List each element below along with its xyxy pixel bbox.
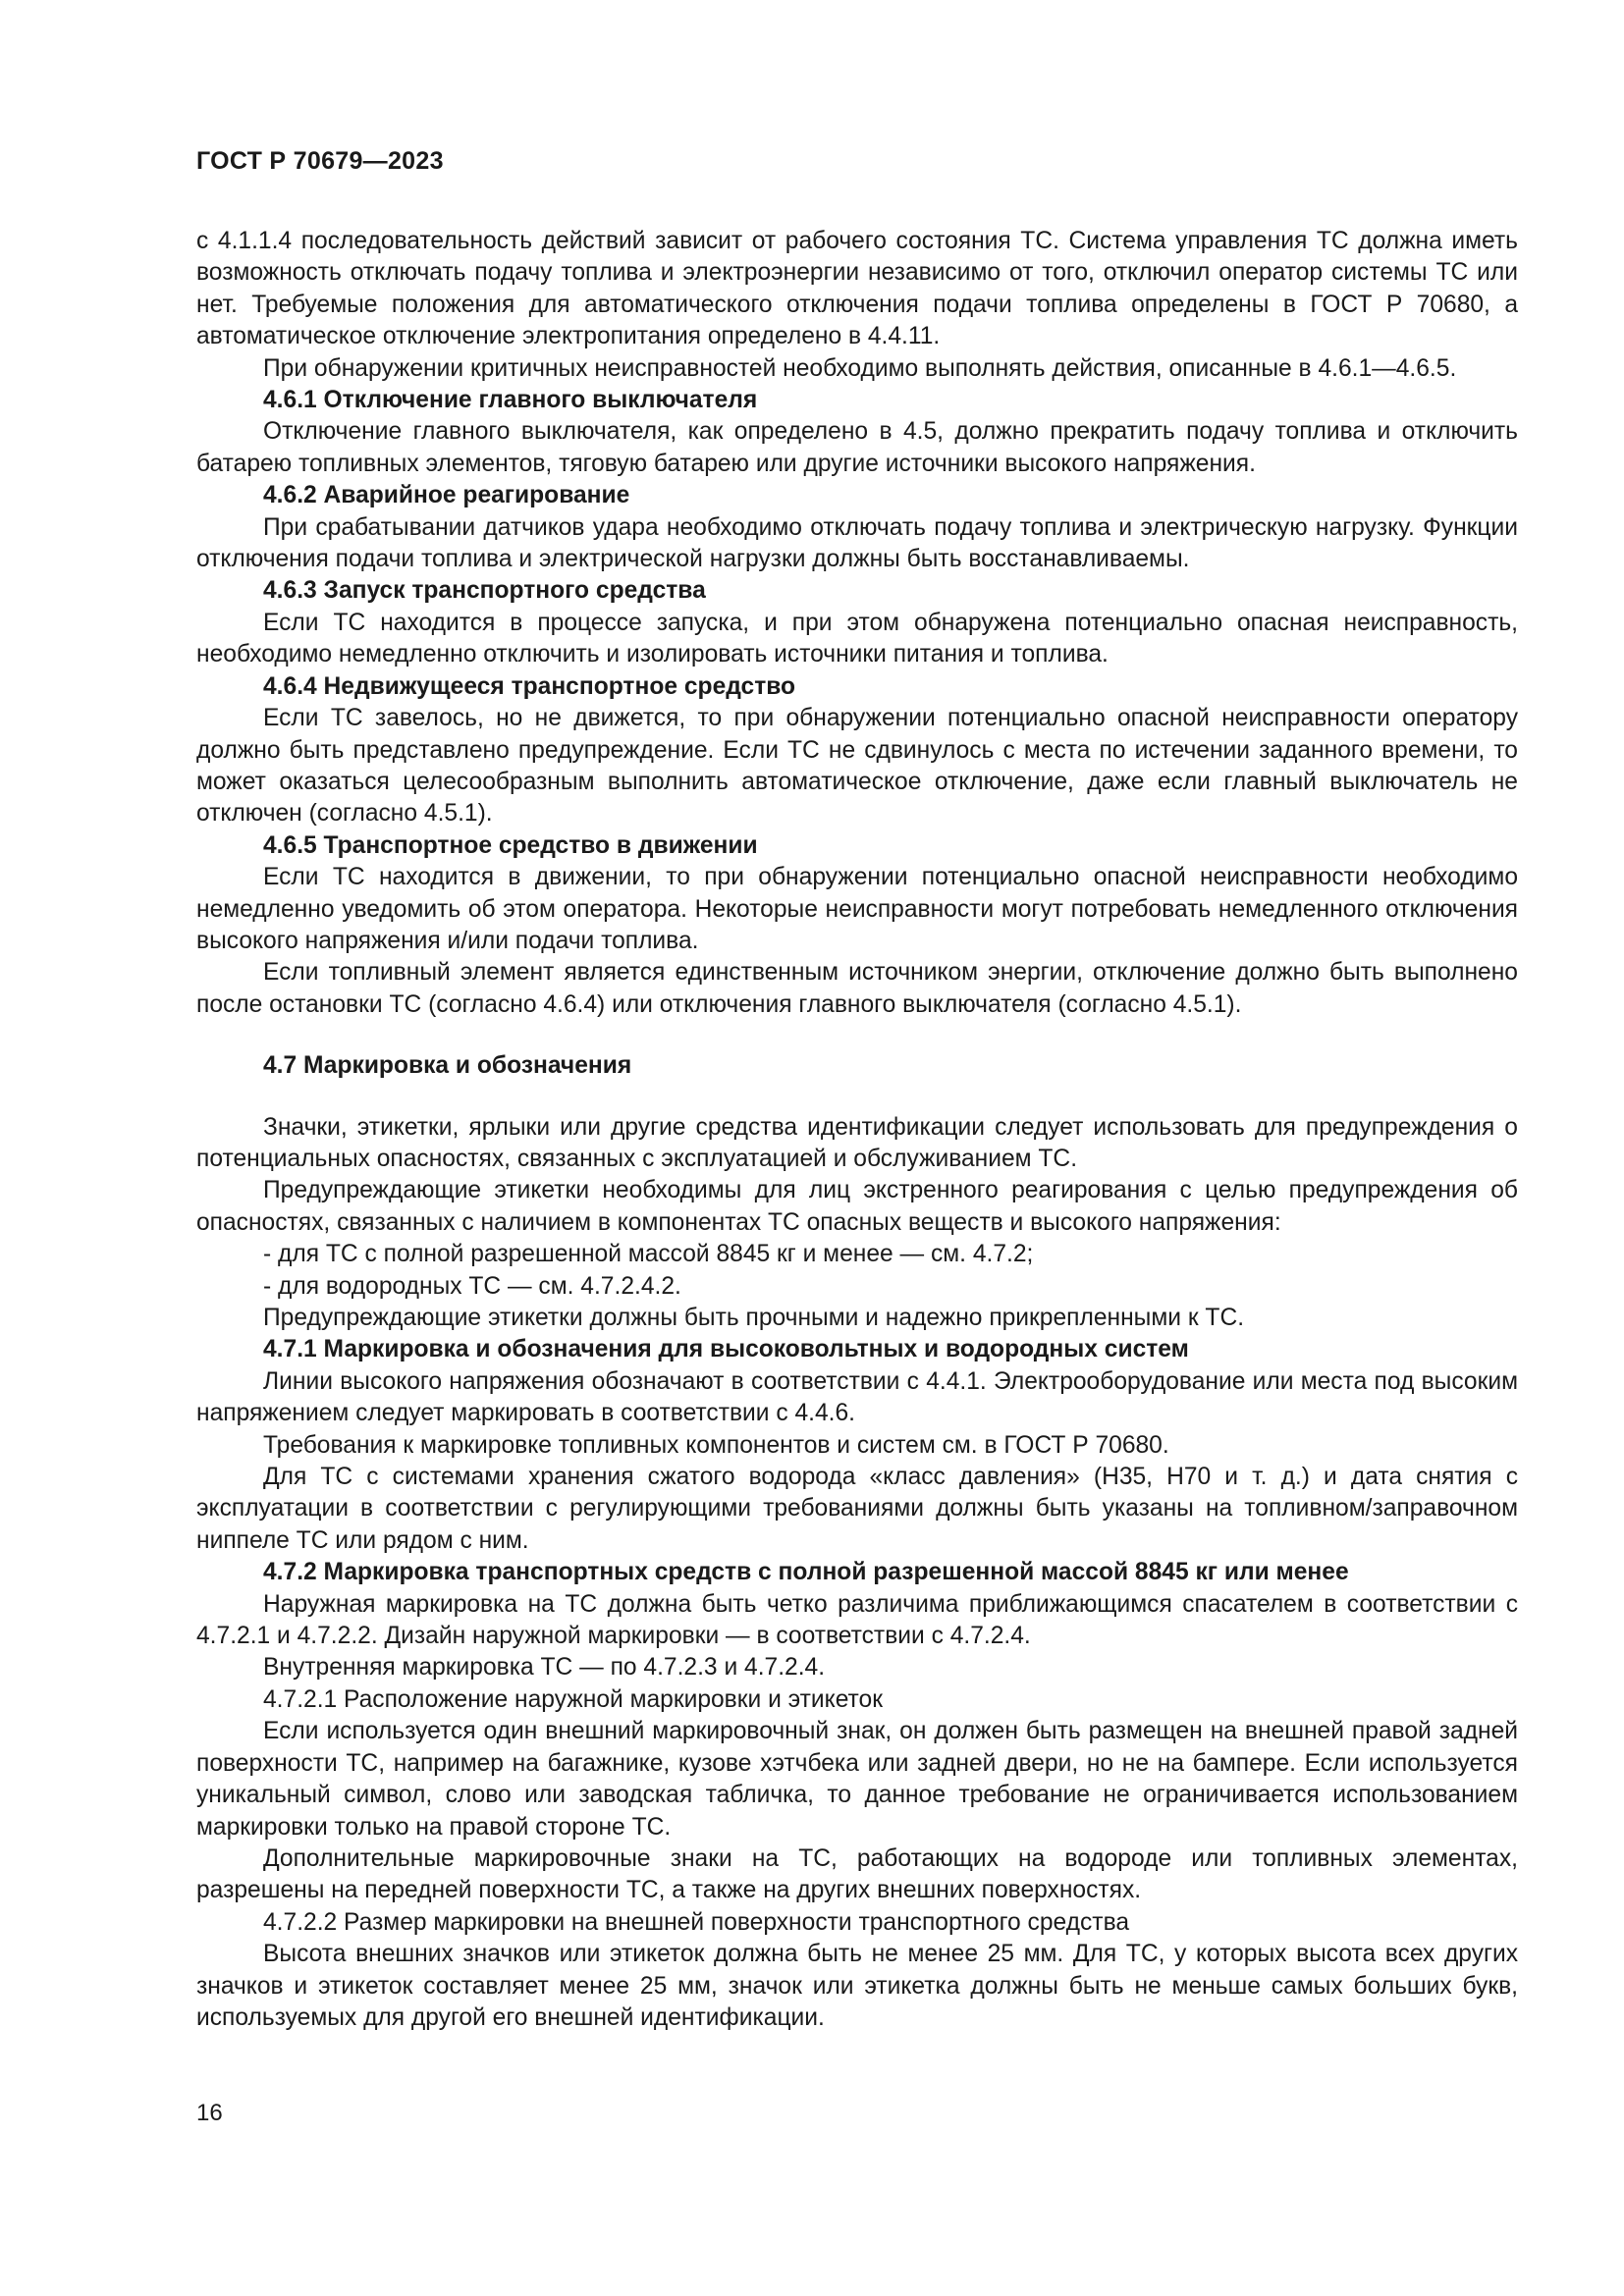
paragraph: Если топливный элемент является единственным источником энергии, отключение должно быть выполнено после остановки ТС (согласно 4.6.4) или отключения главного выключателя (согласно 4.5.1). bbox=[196, 959, 1518, 1018]
section-heading-4-6-4: 4.6.4 Недвижущееся транспортное средство bbox=[263, 672, 796, 700]
paragraph: При срабатывании датчиков удара необходимо отключать подачу топлива и электрическую нагрузку. Функции отключения подачи топлива и электрической нагрузки должны быть восстанавливаемы. bbox=[196, 513, 1518, 573]
document-body bbox=[196, 226, 1518, 2034]
section-heading-4-6-1: 4.6.1 Отключение главного выключателя bbox=[263, 387, 758, 414]
paragraph: Линии высокого напряжения обозначают в соответствии с 4.4.1. Электрооборудование или места под высоким напряжением следует маркировать в соответствии с 4.4.6. bbox=[196, 1367, 1518, 1427]
paragraph: Требования к маркировке топливных компонентов и систем см. в ГОСТ Р 70680. bbox=[263, 1431, 1169, 1459]
section-heading-4-6-2: 4.6.2 Аварийное реагирование bbox=[263, 482, 630, 509]
document-header: ГОСТ Р 70679—2023 bbox=[196, 147, 444, 175]
subsection-heading-4-7-2-2: 4.7.2.2 Размер маркировки на внешней поверхности транспортного средства bbox=[263, 1908, 1130, 1936]
paragraph: Значки, этикетки, ярлыки или другие средства идентификации следует использовать для предупреждения о потенциальных опасностях, связанных с эксплуатацией и обслуживанием ТС. bbox=[196, 1113, 1518, 1172]
paragraph: Если ТС находится в движении, то при обнаружении потенциально опасной неисправности необходимо немедленно уведомить об этом оператора. Некоторые неисправности могут потребовать немедленного отключения высокого напряжения и/или подачи топлива. bbox=[196, 864, 1518, 954]
section-heading-4-7-2: 4.7.2 Маркировка транспортных средств с полной разрешенной массой 8845 кг или менее bbox=[263, 1559, 1349, 1586]
paragraph: Внутренняя маркировка ТС — по 4.7.2.3 и 4.7.2.4. bbox=[263, 1654, 826, 1682]
paragraph: Наружная маркировка на ТС должна быть четко различима приближающимся спасателем в соответствии с 4.7.2.1 и 4.7.2.2. Дизайн наружной маркировки — в соответствии с 4.7.2.4. bbox=[196, 1590, 1518, 1650]
section-heading-4-7-1: 4.7.1 Маркировка и обозначения для высоковольтных и водородных систем bbox=[263, 1336, 1189, 1363]
paragraph: Если ТС находится в процессе запуска, и при этом обнаружена потенциально опасная неисправность, необходимо немедленно отключить и изолировать источники питания и топлива. bbox=[196, 609, 1518, 668]
section-heading-4-6-3: 4.6.3 Запуск транспортного средства bbox=[263, 577, 706, 605]
list-item: - для ТС с полной разрешенной массой 8845 кг и менее — см. 4.7.2; bbox=[263, 1241, 1034, 1268]
section-heading-4-6-5: 4.6.5 Транспортное средство в движении bbox=[263, 831, 758, 859]
paragraph: с 4.1.1.4 последовательность действий зависит от рабочего состояния ТС. Система управления ТС должна иметь возможность отключать подачу топлива и электроэнергии независимо от того, отключил оператор системы ТС или нет. Требуемые положения для автоматического отключения подачи топлива определены в ГОСТ Р 70680, а автоматическое отключение электропитания определено в 4.4.11. bbox=[196, 228, 1518, 350]
subsection-heading-4-7-2-1: 4.7.2.1 Расположение наружной маркировки и этикеток bbox=[263, 1685, 883, 1713]
paragraph: Если ТС завелось, но не движется, то при обнаружении потенциально опасной неисправности оператору должно быть представлено предупреждение. Если ТС не сдвинулось с места по истечении заданного времени, то может оказаться целесообразным выполнить автоматическое отключение, даже если главный выключатель не отключен (согласно 4.5.1). bbox=[196, 705, 1518, 828]
section-heading-4-7: 4.7 Маркировка и обозначения bbox=[263, 1052, 632, 1080]
page-number: 16 bbox=[196, 2100, 223, 2126]
paragraph: При обнаружении критичных неисправностей необходимо выполнять действия, описанные в 4.6.1—4.6.5. bbox=[263, 354, 1457, 382]
paragraph: Отключение главного выключателя, как определено в 4.5, должно прекратить подачу топлива и отключить батарею топливных элементов, тяговую батарею или другие источники высокого напряжения. bbox=[196, 418, 1518, 477]
paragraph: Высота внешних значков или этикеток должна быть не менее 25 мм. Для ТС, у которых высота всех других значков и этикеток составляет менее 25 мм, значок или этикетка должны быть не меньше самых больших букв, используемых для другой его внешней идентификации. bbox=[196, 1941, 1518, 2031]
paragraph: Дополнительные маркировочные знаки на ТС, работающих на водороде или топливных элементах, разрешены на передней поверхности ТС, а также на других внешних поверхностях. bbox=[196, 1844, 1518, 1904]
paragraph: Если используется один внешний маркировочный знак, он должен быть размещен на внешней правой задней поверхности ТС, например на багажнике, кузове хэтчбека или задней двери, но не на бампере. Если используется уникальный символ, слово или заводская табличка, то данное требование не ограничивается использованием маркировки только на правой стороне ТС. bbox=[196, 1718, 1518, 1841]
paragraph: Предупреждающие этикетки должны быть прочными и надежно прикрепленными к ТС. bbox=[263, 1305, 1245, 1331]
paragraph: Предупреждающие этикетки необходимы для лиц экстренного реагирования с целью предупреждения об опасностях, связанных с наличием в компонентах ТС опасных веществ и высокого напряжения: bbox=[196, 1177, 1518, 1236]
list-item: - для водородных ТС — см. 4.7.2.4.2. bbox=[263, 1272, 681, 1300]
paragraph: Для ТС с системами хранения сжатого водорода «класс давления» (Н35, Н70 и т. д.) и дата снятия с эксплуатации в соответствии с регулирующими требованиями должны быть указаны на топливном/заправочном ниппеле ТС или рядом с ним. bbox=[196, 1464, 1518, 1554]
